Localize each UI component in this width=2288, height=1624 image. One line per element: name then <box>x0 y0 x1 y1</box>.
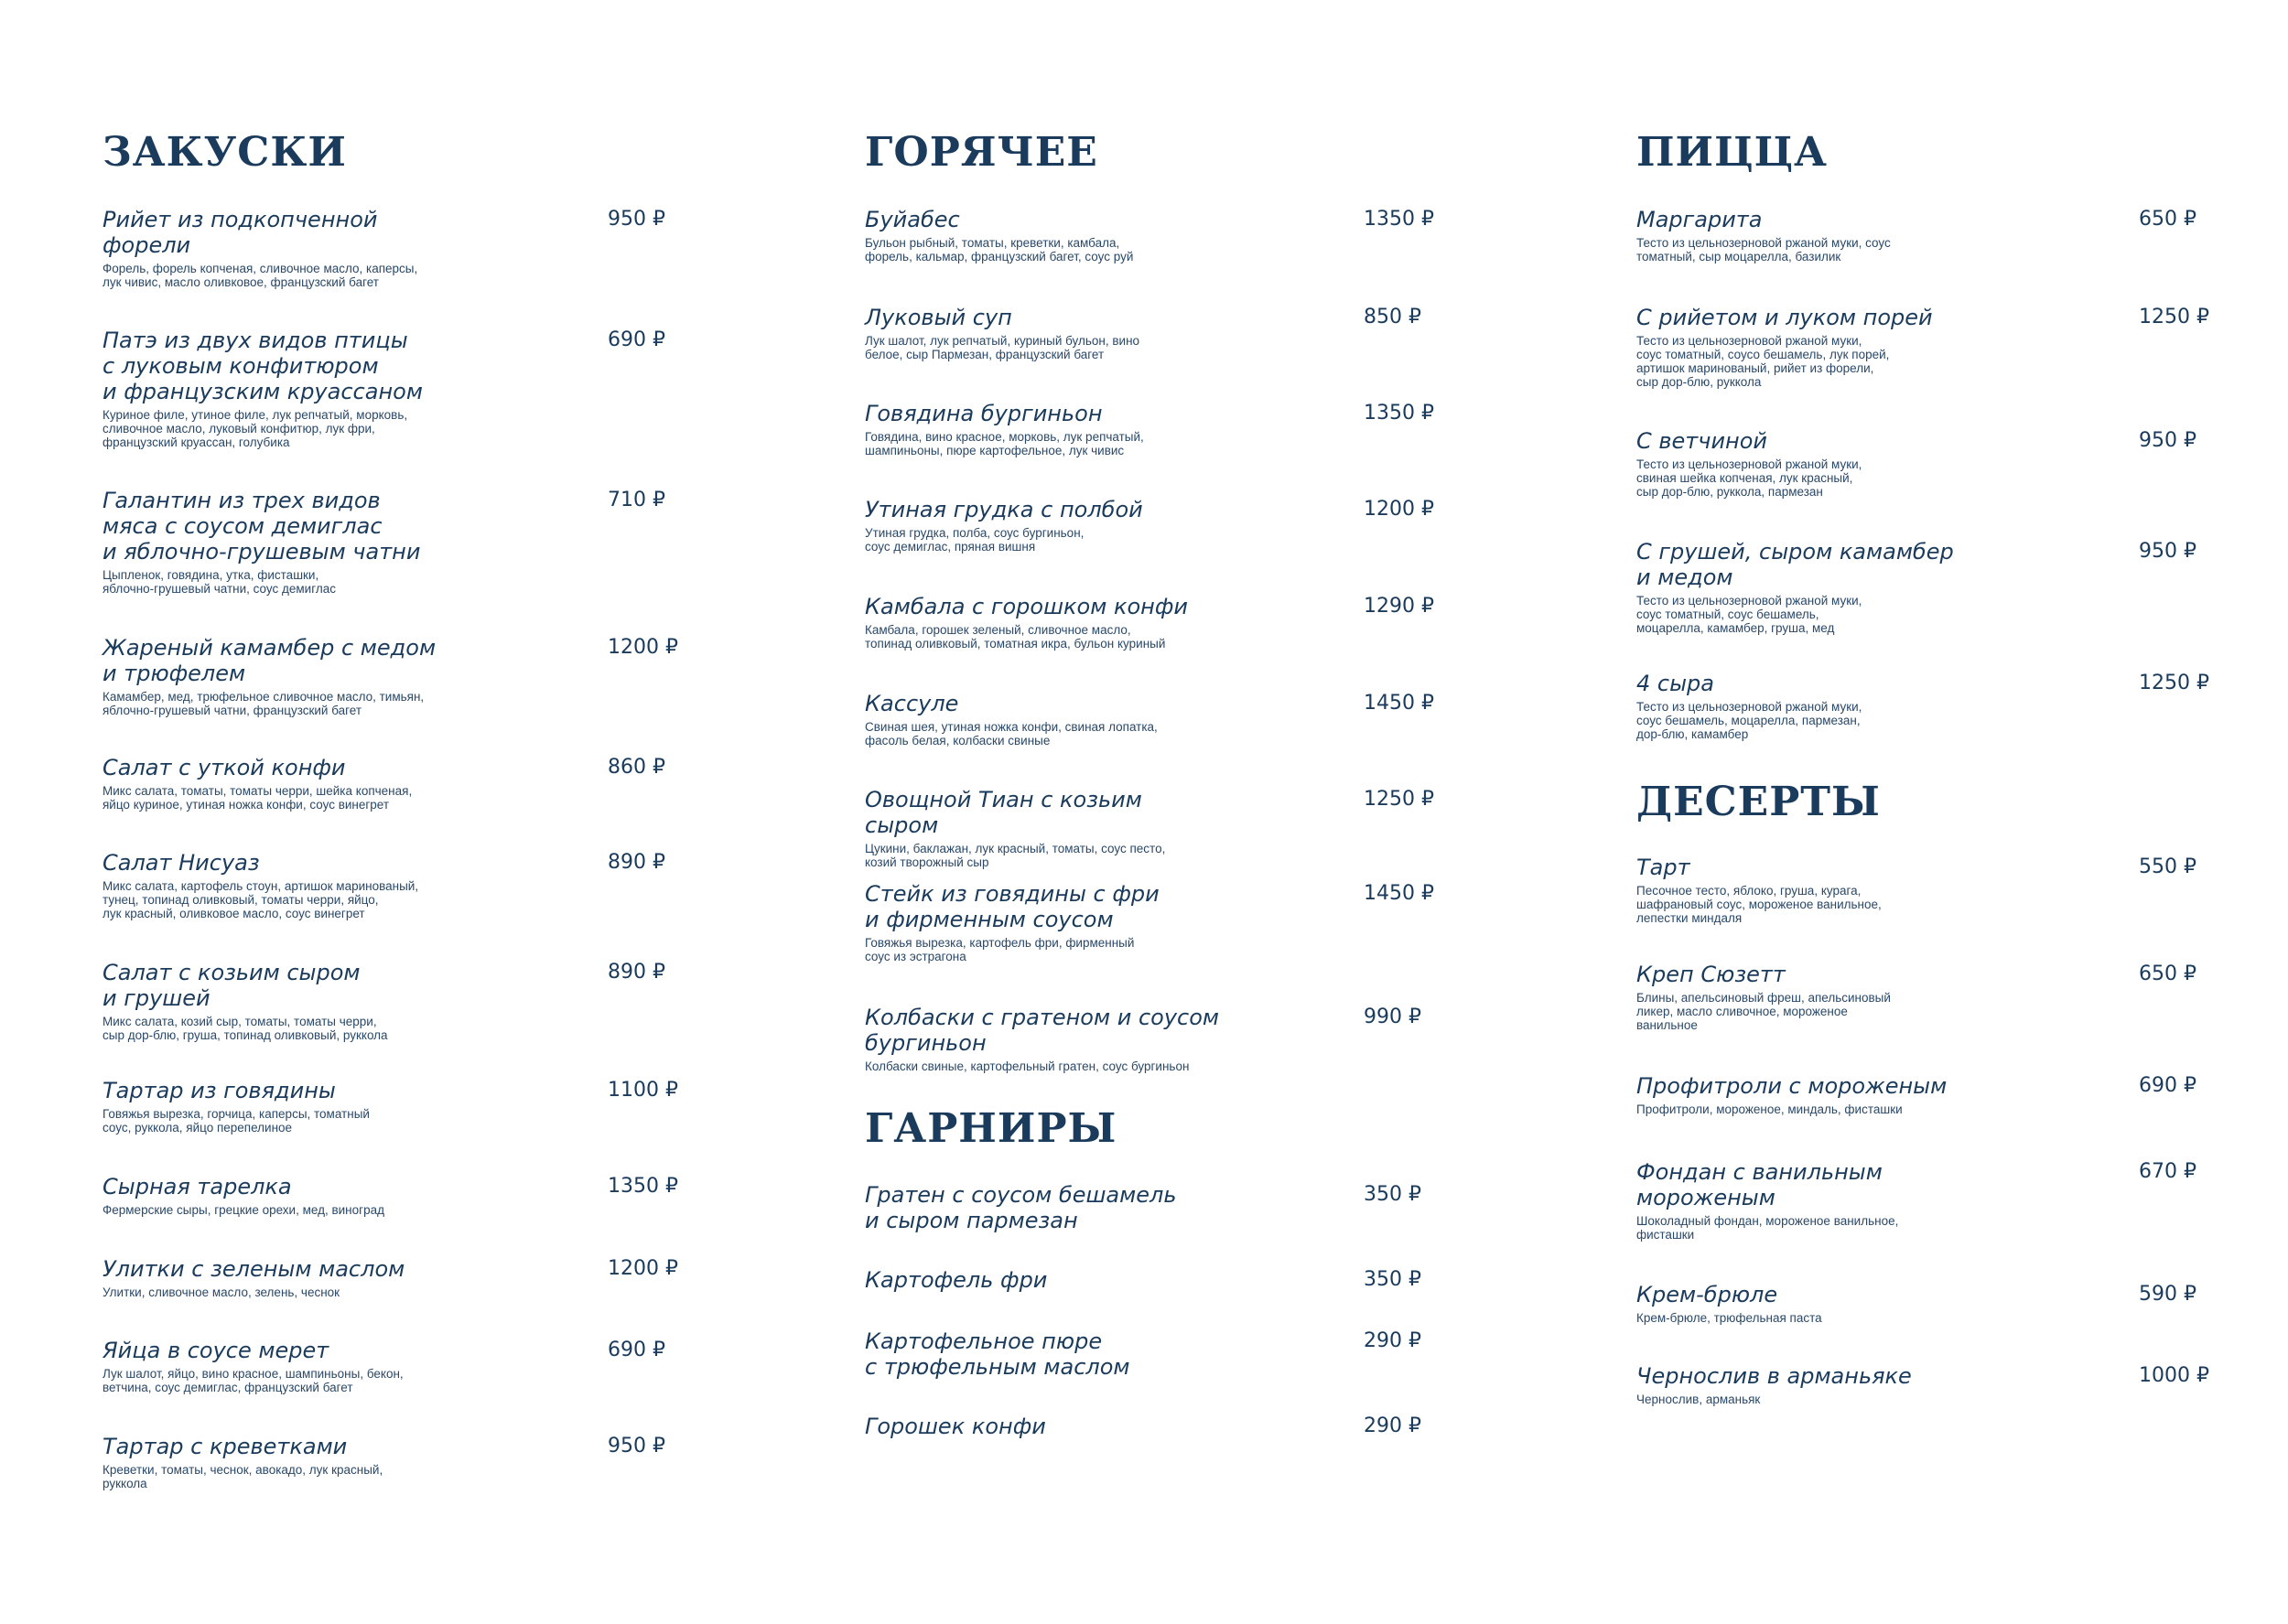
item-description: Микс салата, томаты, томаты черри, шейка копченая, яйцо куриное, утиная ножка конфи, соус винегрет <box>103 784 413 812</box>
item-name: Кассуле <box>865 691 959 716</box>
menu-item <box>1636 671 2222 741</box>
item-price: 1350 ₽ <box>608 1175 678 1198</box>
item-name: Овощной Тиан с козьим сыром <box>865 787 1142 838</box>
item-name: Камбала с горошком конфи <box>865 594 1188 619</box>
menu-item <box>865 401 1451 457</box>
item-price: 1200 ₽ <box>1364 498 1434 521</box>
item-name: Креп Сюзетт <box>1636 962 1786 987</box>
item-name: Говядина бургиньон <box>865 401 1103 426</box>
item-price: 290 ₽ <box>1364 1329 1421 1352</box>
menu-item <box>865 1267 1451 1293</box>
item-price: 890 ₽ <box>608 851 665 874</box>
item-price: 1250 ₽ <box>2139 306 2209 328</box>
section-title-garniry: ГАРНИРЫ <box>865 1105 1117 1152</box>
item-description: Тесто из цельнозерновой ржаной муки, соус томатный, соусо бешамель, лук порей, артишок маринованый, рийет из форели, сыр дор-блю, руккола <box>1636 334 1890 389</box>
item-description: Цыпленок, говядина, утка, фисташки, яблочно-грушевый чатни, соус демиглас <box>103 568 336 596</box>
item-price: 890 ₽ <box>608 961 665 984</box>
item-price: 650 ₽ <box>2139 208 2196 231</box>
menu-item <box>865 207 1451 263</box>
item-price: 650 ₽ <box>2139 963 2196 985</box>
item-name: Профитроли с мороженым <box>1636 1073 1948 1099</box>
item-price: 710 ₽ <box>608 489 665 511</box>
menu-item <box>103 1174 688 1217</box>
item-price: 950 ₽ <box>2139 540 2196 563</box>
item-name: Чернослив в арманьяке <box>1636 1363 1912 1389</box>
menu-item <box>103 755 688 812</box>
menu-item <box>865 305 1451 361</box>
item-price: 670 ₽ <box>2139 1160 2196 1183</box>
item-name: Улитки с зеленым маслом <box>103 1256 405 1282</box>
item-description: Блины, апельсиновый фреш, апельсиновый ликер, масло сливочное, мороженое ванильное <box>1636 991 1891 1032</box>
item-description: Тесто из цельнозерновой ржаной муки, соус томатный, соус бешамель, моцарелла, камамбер, груша, мед <box>1636 594 1862 635</box>
item-price: 550 ₽ <box>2139 855 2196 878</box>
item-price: 350 ₽ <box>1364 1183 1421 1206</box>
item-description: Профитроли, мороженое, миндаль, фисташки <box>1636 1102 1903 1116</box>
item-name: С ветчиной <box>1636 428 1768 454</box>
item-description: Бульон рыбный, томаты, креветки, камбала, форель, кальмар, французский багет, соус руй <box>865 236 1134 263</box>
item-price: 1200 ₽ <box>608 636 678 659</box>
menu-item <box>103 1078 688 1135</box>
menu-item <box>865 787 1451 869</box>
item-description: Говядина, вино красное, морковь, лук репчатый, шампиньоны, пюре картофельное, лук чивис <box>865 430 1144 457</box>
item-description: Цукини, баклажан, лук красный, томаты, соус песто, козий творожный сыр <box>865 842 1166 869</box>
item-description: Улитки, сливочное масло, зелень, чеснок <box>103 1285 340 1299</box>
item-price: 950 ₽ <box>2139 429 2196 452</box>
menu-item <box>1636 1073 2222 1116</box>
item-name: Буйабес <box>865 207 960 232</box>
item-price: 590 ₽ <box>2139 1283 2196 1306</box>
item-price: 1250 ₽ <box>2139 672 2209 694</box>
menu-item <box>865 691 1451 747</box>
item-description: Лук шалот, лук репчатый, куриный бульон, вино белое, сыр Пармезан, французский багет <box>865 334 1140 361</box>
menu-item <box>865 594 1451 651</box>
item-price: 950 ₽ <box>608 208 665 231</box>
menu-item <box>103 635 688 717</box>
menu-item <box>1636 962 2222 1032</box>
item-description: Свиная шея, утиная ножка конфи, свиная лопатка, фасоль белая, колбаски свиные <box>865 720 1158 747</box>
menu-item <box>103 850 688 920</box>
item-price: 690 ₽ <box>608 328 665 351</box>
item-name: Картофельное пюре с трюфельным маслом <box>865 1328 1130 1380</box>
item-description: Тесто из цельнозерновой ржаной муки, свиная шейка копченая, лук красный, сыр дор-блю, руккола, пармезан <box>1636 457 1862 499</box>
menu-item <box>865 881 1451 963</box>
item-price: 1100 ₽ <box>608 1079 678 1102</box>
item-name: Фондан с ванильным мороженым <box>1636 1159 1883 1210</box>
item-name: Сырная тарелка <box>103 1174 292 1199</box>
item-description: Чернослив, арманьяк <box>1636 1393 1761 1406</box>
item-price: 1290 ₽ <box>1364 595 1434 618</box>
item-name: Колбаски с гратеном и соусом бургиньон <box>865 1005 1220 1056</box>
item-name: Луковый суп <box>865 305 1012 330</box>
item-name: Маргарита <box>1636 207 1763 232</box>
item-price: 690 ₽ <box>2139 1074 2196 1097</box>
menu-item <box>1636 207 2222 263</box>
section-title-zakuski: ЗАКУСКИ <box>103 129 347 176</box>
item-name: Горошек конфи <box>865 1414 1046 1439</box>
item-price: 1450 ₽ <box>1364 692 1434 715</box>
item-description: Лук шалот, яйцо, вино красное, шампиньоны, бекон, ветчина, соус демиглас, французский багет <box>103 1367 404 1394</box>
menu-item <box>1636 539 2222 635</box>
menu-item <box>103 1256 688 1299</box>
item-price: 1450 ₽ <box>1364 882 1434 905</box>
item-name: Жареный камамбер с медом и трюфелем <box>103 635 437 686</box>
menu-item <box>103 207 688 289</box>
item-price: 990 ₽ <box>1364 1006 1421 1028</box>
menu-item <box>1636 305 2222 389</box>
menu-item <box>865 1328 1451 1380</box>
item-description: Куриное филе, утиное филе, лук репчатый, морковь, сливочное масло, луковый конфитюр, лук фри, французский круассан, голубика <box>103 408 408 449</box>
menu-item <box>865 497 1451 554</box>
item-name: Крем-брюле <box>1636 1282 1778 1307</box>
menu-item <box>865 1182 1451 1233</box>
item-price: 1350 ₽ <box>1364 402 1434 425</box>
item-description: Форель, форель копченая, сливочное масло, каперсы, лук чивис, масло оливковое, французский багет <box>103 262 418 289</box>
item-name: Галантин из трех видов мяса с соусом демиглас и яблочно-грушевым чатни <box>103 488 421 565</box>
item-description: Камбала, горошек зеленый, сливочное масло, топинад оливковый, томатная икра, бульон куриный <box>865 623 1166 651</box>
item-name: Картофель фри <box>865 1267 1048 1293</box>
item-name: Гратен с соусом бешамель и сыром пармезан <box>865 1182 1177 1233</box>
item-description: Говяжья вырезка, горчица, каперсы, томатный соус, руккола, яйцо перепелиное <box>103 1107 370 1135</box>
item-price: 1350 ₽ <box>1364 208 1434 231</box>
item-price: 690 ₽ <box>608 1339 665 1361</box>
item-description: Микс салата, козий сыр, томаты, томаты черри, сыр дор-блю, груша, топинад оливковый, руккола <box>103 1015 388 1042</box>
section-title-deserty: ДЕСЕРТЫ <box>1636 779 1881 825</box>
menu-item <box>1636 1363 2222 1406</box>
item-name: Рийет из подкопченной форели <box>103 207 378 258</box>
menu-item <box>103 488 688 596</box>
item-price: 1200 ₽ <box>608 1257 678 1280</box>
menu-item <box>103 328 688 449</box>
menu-item <box>103 1338 688 1394</box>
item-name: Тартар из говядины <box>103 1078 336 1103</box>
item-price: 290 ₽ <box>1364 1414 1421 1437</box>
item-price: 1250 ₽ <box>1364 788 1434 811</box>
item-description: Песочное тесто, яблоко, груша, курага, шафрановый соус, мороженое ванильное, лепестки миндаля <box>1636 884 1882 925</box>
item-name: С грушей, сыром камамбер и медом <box>1636 539 1954 590</box>
item-description: Тесто из цельнозерновой ржаной муки, соус бешамель, моцарелла, пармезан, дор-блю, камамбер <box>1636 700 1862 741</box>
item-name: Салат с козьим сыром и грушей <box>103 960 361 1011</box>
item-name: Тарт <box>1636 855 1690 880</box>
item-name: Стейк из говядины с фри и фирменным соусом <box>865 881 1160 932</box>
menu-item <box>103 1434 688 1490</box>
item-price: 850 ₽ <box>1364 306 1421 328</box>
item-name: Яйца в соусе мерет <box>103 1338 329 1363</box>
item-name: Салат с уткой конфи <box>103 755 346 780</box>
item-description: Микс салата, картофель стоун, артишок маринованый, тунец, топинад оливковый, томаты черри, яйцо, лук красный, оливковое масло, соус винегрет <box>103 879 419 920</box>
item-price: 950 ₽ <box>608 1435 665 1457</box>
menu-item <box>1636 428 2222 499</box>
item-description: Шоколадный фондан, мороженое ванильное, фисташки <box>1636 1214 1899 1242</box>
item-description: Говяжья вырезка, картофель фри, фирменный соус из эстрагона <box>865 936 1135 963</box>
item-description: Креветки, томаты, чеснок, авокадо, лук красный, руккола <box>103 1463 383 1490</box>
item-description: Фермерские сыры, грецкие орехи, мед, виноград <box>103 1203 384 1217</box>
menu-item <box>865 1414 1451 1439</box>
menu-item <box>865 1005 1451 1073</box>
item-description: Колбаски свиные, картофельный гратен, соус бургиньон <box>865 1059 1190 1073</box>
item-price: 860 ₽ <box>608 756 665 779</box>
menu-item <box>1636 1282 2222 1325</box>
item-name: Утиная грудка с полбой <box>865 497 1143 522</box>
item-name: С рийетом и луком порей <box>1636 305 1933 330</box>
section-title-goryachee: ГОРЯЧЕЕ <box>865 129 1098 176</box>
item-name: Салат Нисуаз <box>103 850 260 876</box>
menu-item <box>103 960 688 1042</box>
item-description: Крем-брюле, трюфельная паста <box>1636 1311 1822 1325</box>
item-price: 1000 ₽ <box>2139 1364 2209 1387</box>
item-description: Тесто из цельнозерновой ржаной муки, соус томатный, сыр моцарелла, базилик <box>1636 236 1891 263</box>
item-name: Тартар с креветками <box>103 1434 348 1459</box>
item-description: Утиная грудка, полба, соус бургиньон, соус демиглас, пряная вишня <box>865 526 1085 554</box>
item-name: Патэ из двух видов птицы с луковым конфитюром и французским круассаном <box>103 328 423 404</box>
item-description: Камамбер, мед, трюфельное сливочное масло, тимьян, яблочно-грушевый чатни, французский багет <box>103 690 425 717</box>
item-price: 350 ₽ <box>1364 1268 1421 1291</box>
section-title-pizza: ПИЦЦА <box>1636 129 1828 176</box>
menu-item <box>1636 1159 2222 1242</box>
item-name: 4 сыра <box>1636 671 1714 696</box>
menu-item <box>1636 855 2222 925</box>
